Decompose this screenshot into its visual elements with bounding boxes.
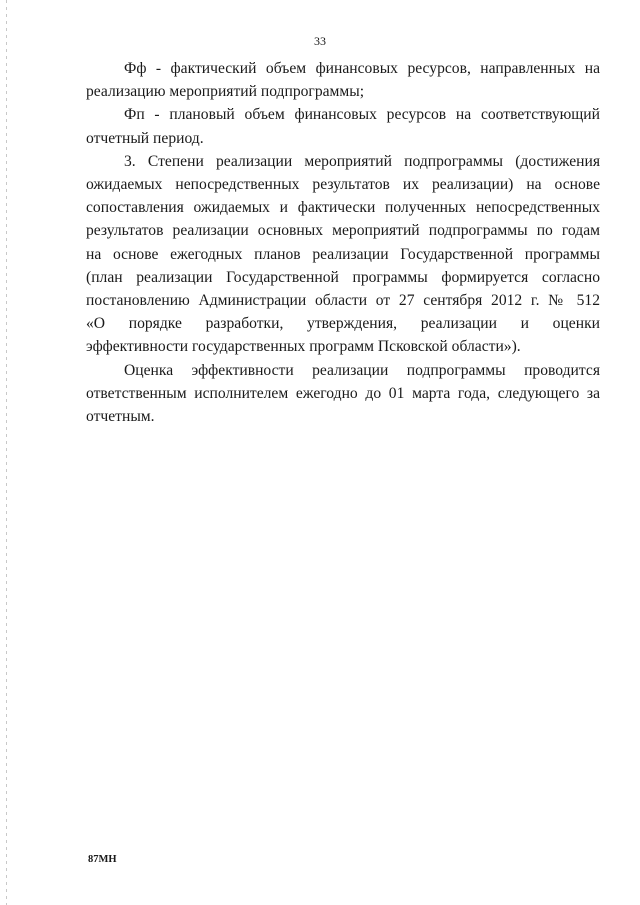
document-code: 87МН [88, 854, 117, 865]
text-line: «О порядке разработки, утверждения, реализации и оценки [86, 315, 600, 333]
paragraph-ff-definition [86, 57, 600, 103]
text-line: отчетный период. [86, 129, 204, 147]
text-line: (план реализации Государственной программы формируется согласно [86, 268, 600, 286]
text-line: ожидаемых непосредственных результатов их реализации) на основе [86, 176, 600, 194]
text-line: сопоставления ожидаемых и фактически полученных непосредственных [86, 199, 600, 217]
text-line: Оценка эффективности реализации подпрограммы проводится [124, 361, 600, 379]
document-body [86, 57, 600, 428]
text-line: результатов реализации основных мероприятий подпрограммы по годам [86, 222, 600, 240]
text-line: эффективности государственных программ Псковской области»). [86, 338, 521, 356]
text-line: ответственным исполнителем ежегодно до 01 марта года, следующего за [86, 384, 600, 402]
paragraph-implementation-degree [86, 150, 600, 359]
text-line: на основе ежегодных планов реализации Государственной программы [86, 245, 600, 263]
text-line: отчетным. [86, 408, 155, 426]
text-line: постановлению Администрации области от 27 сентября 2012 г. № 512 [86, 292, 600, 310]
paragraph-evaluation [86, 359, 600, 429]
paragraph-fp-definition [86, 103, 600, 149]
text-line: реализацию мероприятий подпрограммы; [86, 83, 365, 101]
scan-edge-artifact [6, 0, 7, 905]
text-line: 3. Степени реализации мероприятий подпрограммы (достижения [124, 152, 600, 170]
text-line: Фп - плановый объем финансовых ресурсов на соответствующий [124, 106, 600, 124]
text-line: Фф - фактический объем финансовых ресурсов, направленных на [124, 60, 600, 77]
page-number: 33 [314, 34, 326, 48]
